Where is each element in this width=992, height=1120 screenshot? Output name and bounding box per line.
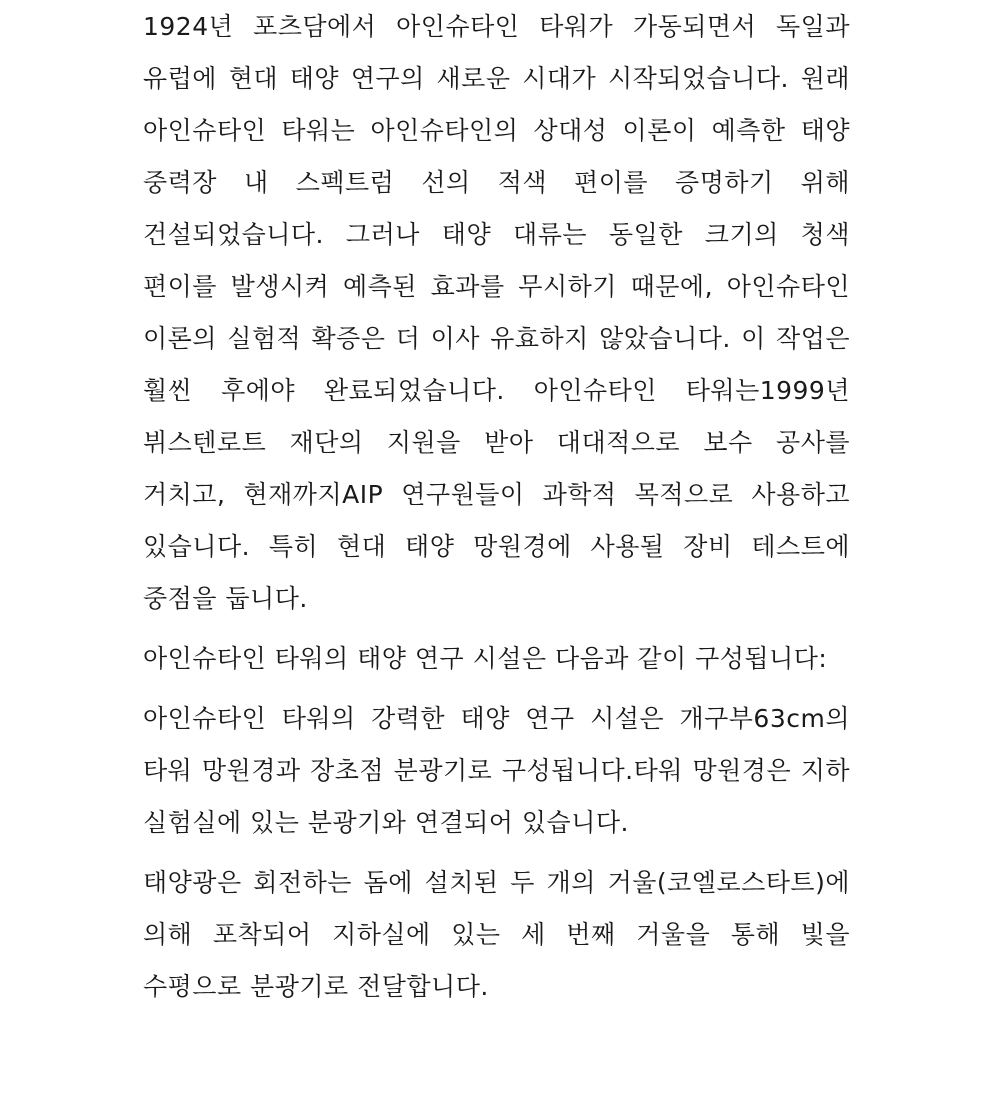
paragraph-facility-intro: 아인슈타인 타워의 태양 연구 시설은 다음과 같이 구성됩니다:	[143, 644, 828, 673]
paragraph-history: 1924년 포츠담에서 아인슈타인 타워가 가동되면서 독일과 유럽에 현대 태양 연구의 새로운 시대가 시작되었습니다. 원래 아인슈타인 타워는 아인슈타인의 상대성 이론이 예측한 태양 중력장 내 스펙트럼 선의 적색 편이를 증명하기 위해 건설되었습니다. 그러나 태양 대류는 동일한 크기의 청색 편이를 발생시켜 예측된 효과를 무시하기 때문에, 아인슈타인 이론의 실험적 확증은 더 이사 유효하지 않았습니다. 이 작업은 훨씬 후에야 완료되었습니다. 아인슈타인 타워는1999년 뷔스텐로트 재단의 지원을 받아 대대적으로 보수 공사를 거치고, 현재까지AIP 연구원들이 과학적 목적으로 사용하고 있습니다. 특히 현대 태양 망원경에 사용될 장비 테스트에 중점을 둡니다.	[143, 12, 850, 613]
paragraph-telescope: 아인슈타인 타워의 강력한 태양 연구 시설은 개구부63cm의 타워 망원경과 장초점 분광기로 구성됩니다.타워 망원경은 지하 실험실에 있는 분광기와 연결되어 있습니다.	[143, 704, 850, 837]
paragraph-coelostat: 태양광은 회전하는 돔에 설치된 두 개의 거울(코엘로스타트)에 의해 포착되어 지하실에 있는 세 번째 거울을 통해 빛을 수평으로 분광기로 전달합니다.	[143, 868, 850, 1001]
article-body	[143, 0, 850, 1013]
